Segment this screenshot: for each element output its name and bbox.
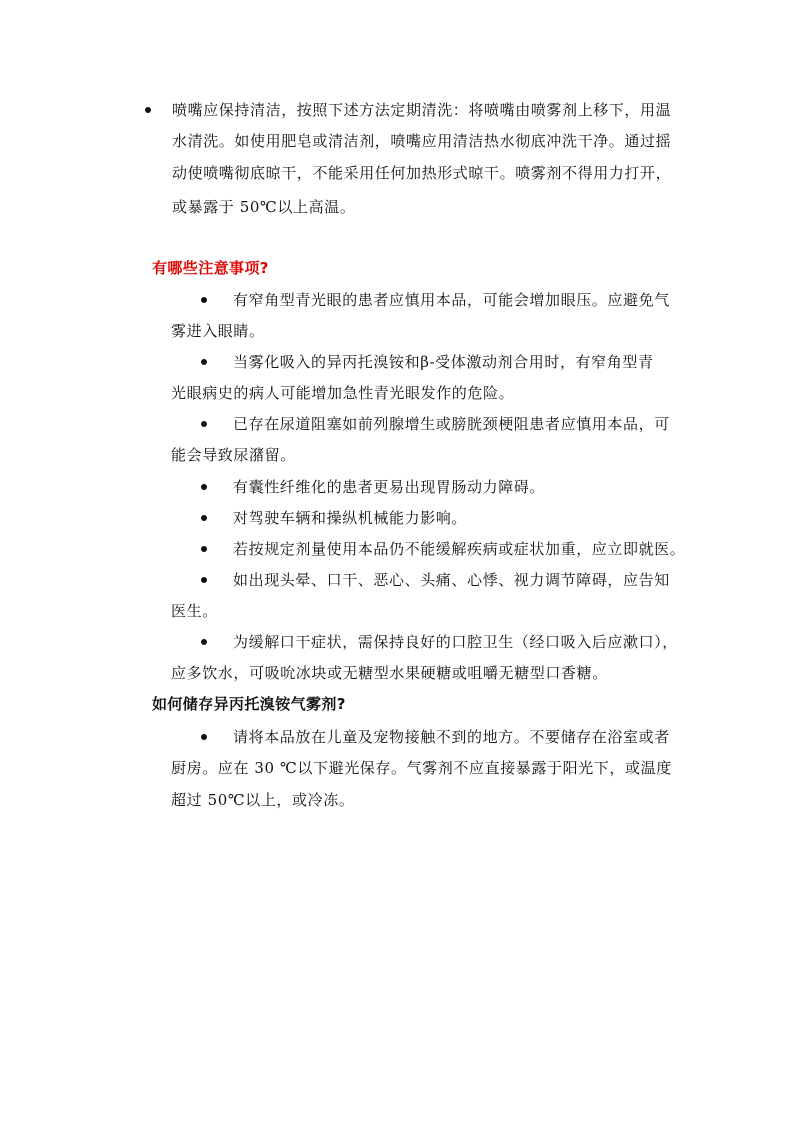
bullet-icon	[201, 359, 207, 365]
precaution-item-4-line-1: 有囊性纤维化的患者更易出现胃肠动力障碍。	[233, 478, 546, 496]
intro-line-2: 水清洗。如使用肥皂或清洁剂，喷嘴应用清洁热水彻底冲洗干净。通过摇	[172, 132, 672, 150]
storage-heading: 如何储存异丙托溴铵气雾剂?	[152, 695, 346, 713]
bullet-icon	[201, 639, 207, 645]
precaution-item-1-line-1: 有窄角型青光眼的患者应慎用本品，可能会增加眼压。应避免气	[233, 291, 670, 309]
bullet-icon	[201, 734, 207, 740]
bullet-icon	[201, 577, 207, 583]
precaution-item-7-line-1: 如出现头晕、口干、恶心、头痛、心悸、视力调节障碍，应告知	[233, 571, 670, 589]
precaution-item-3-line-1: 已存在尿道阻塞如前列腺增生或膀胱颈梗阻患者应慎用本品，可	[233, 415, 670, 433]
bullet-icon	[201, 546, 207, 552]
bullet-icon	[145, 107, 151, 113]
precautions-heading: 有哪些注意事项?	[152, 259, 269, 277]
bullet-icon	[201, 484, 207, 490]
precaution-item-7-line-2: 医生。	[171, 602, 218, 620]
intro-line-4: 或暴露于 50℃以上高温。	[172, 198, 356, 216]
storage-item-line-2: 厨房。应在 30 ℃以下避光保存。气雾剂不应直接暴露于阳光下，或温度	[171, 759, 672, 777]
precaution-item-2-line-1: 当雾化吸入的异丙托溴铵和β-受体激动剂合用时，有窄角型青	[233, 353, 654, 371]
precaution-item-5-line-1: 对驾驶车辆和操纵机械能力影响。	[233, 509, 468, 527]
precaution-item-2-line-2: 光眼病史的病人可能增加急性青光眼发作的危险。	[171, 384, 515, 402]
precaution-item-1-line-2: 雾进入眼睛。	[171, 322, 265, 340]
precaution-item-3-line-2: 能会导致尿潴留。	[171, 446, 296, 464]
precaution-item-8-line-2: 应多饮水，可吸吮冰块或无糖型水果硬糖或咀嚼无糖型口香糖。	[171, 664, 608, 682]
bullet-icon	[201, 297, 207, 303]
storage-item-line-1: 请将本品放在儿童及宠物接触不到的地方。不要储存在浴室或者	[233, 728, 670, 746]
precaution-item-6-line-1: 若按规定剂量使用本品仍不能缓解疾病或症状加重，应立即就医。	[233, 540, 686, 558]
bullet-icon	[201, 421, 207, 427]
bullet-icon	[201, 515, 207, 521]
storage-item-line-3: 超过 50℃以上，或冷冻。	[171, 791, 355, 809]
precaution-item-8-line-1: 为缓解口干症状，需保持良好的口腔卫生（经口吸入后应漱口），	[233, 633, 678, 651]
intro-line-1: 喷嘴应保持清洁，按照下述方法定期清洗：将喷嘴由喷雾剂上移下，用温	[172, 101, 672, 119]
intro-line-3: 动使喷嘴彻底晾干，不能采用任何加热形式晾干。喷雾剂不得用力打开，	[172, 164, 672, 182]
